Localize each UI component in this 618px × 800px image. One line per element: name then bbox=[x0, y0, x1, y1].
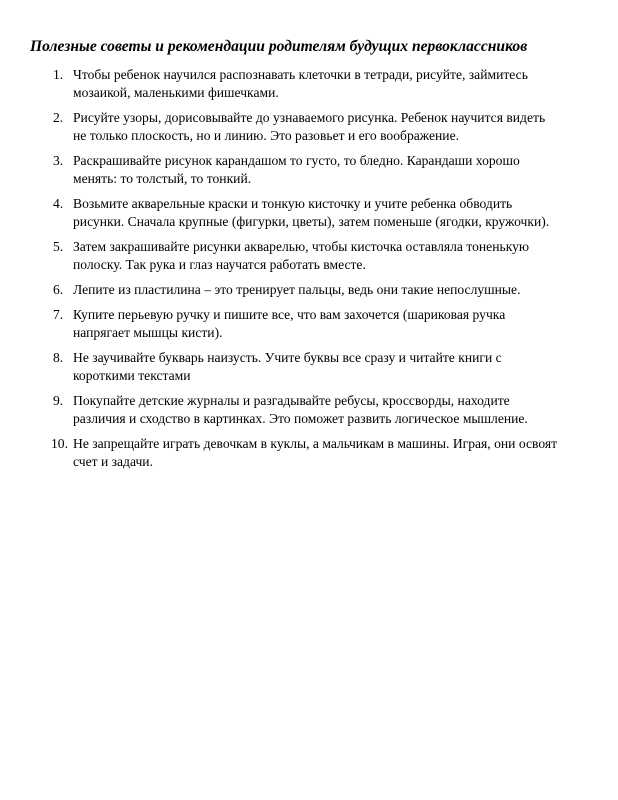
list-item-line: мозаикой, маленькими фишечками. bbox=[73, 85, 279, 100]
list-item-line: Раскрашивайте рисунок карандашом то густо, то бледно. Карандаши хорошо bbox=[73, 153, 520, 168]
document-title: Полезные советы и рекомендации родителям будущих первоклассников bbox=[30, 38, 528, 55]
list-item bbox=[53, 109, 598, 145]
list-item-line: напрягает мышцы кисти). bbox=[73, 325, 223, 340]
list-item-number: 6. bbox=[53, 282, 64, 297]
list-item bbox=[53, 281, 598, 299]
list-item-number: 1. bbox=[53, 67, 64, 82]
tips-list bbox=[53, 66, 598, 478]
list-item bbox=[53, 392, 598, 428]
list-item-number: 9. bbox=[53, 393, 64, 408]
list-item-line: Лепите из пластилина – это тренирует пальцы, ведь они такие непослушные. bbox=[73, 282, 521, 297]
list-item-line: полоску. Так рука и глаз научатся работать вместе. bbox=[73, 257, 366, 272]
list-item-line: Покупайте детские журналы и разгадывайте ребусы, кроссворды, находите bbox=[73, 393, 510, 408]
list-item bbox=[53, 66, 598, 102]
list-item-number: 8. bbox=[53, 350, 64, 365]
list-item bbox=[53, 306, 598, 342]
list-item-line: не только плоскость, но и линию. Это разовьет и его воображение. bbox=[73, 128, 460, 143]
list-item-number: 2. bbox=[53, 110, 64, 125]
list-item-number: 7. bbox=[53, 307, 64, 322]
list-item-line: Не запрещайте играть девочкам в куклы, а мальчикам в машины. Играя, они освоят bbox=[73, 436, 558, 451]
list-item-line: Затем закрашивайте рисунки акварелью, чтобы кисточка оставляла тоненькую bbox=[73, 239, 530, 254]
list-item-line: Купите перьевую ручку и пишите все, что вам захочется (шариковая ручка bbox=[73, 307, 506, 322]
list-item-line: рисунки. Сначала крупные (фигурки, цветы), затем поменьше (ягодки, кружочки). bbox=[73, 214, 550, 229]
list-item-line: Чтобы ребенок научился распознавать клеточки в тетради, рисуйте, займитесь bbox=[73, 67, 528, 82]
list-item-line: различия и сходство в картинках. Это поможет развить логическое мышление. bbox=[73, 411, 528, 426]
list-item-number: 10. bbox=[51, 436, 68, 451]
list-item-number: 4. bbox=[53, 196, 64, 211]
list-item bbox=[53, 195, 598, 231]
list-item-line: Рисуйте узоры, дорисовывайте до узнаваемого рисунка. Ребенок научится видеть bbox=[73, 110, 546, 125]
list-item-line: менять: то толстый, то тонкий. bbox=[73, 171, 252, 186]
list-item-line: Не заучивайте букварь наизусть. Учите буквы все сразу и читайте книги с bbox=[73, 350, 502, 365]
list-item-line: счет и задачи. bbox=[73, 454, 153, 469]
list-item bbox=[53, 349, 598, 385]
list-item-number: 5. bbox=[53, 239, 64, 254]
list-item bbox=[53, 435, 598, 471]
list-item bbox=[53, 238, 598, 274]
list-item bbox=[53, 152, 598, 188]
list-item-line: Возьмите акварельные краски и тонкую кисточку и учите ребенка обводить bbox=[73, 196, 513, 211]
list-item-number: 3. bbox=[53, 153, 64, 168]
list-item-line: короткими текстами bbox=[73, 368, 191, 383]
